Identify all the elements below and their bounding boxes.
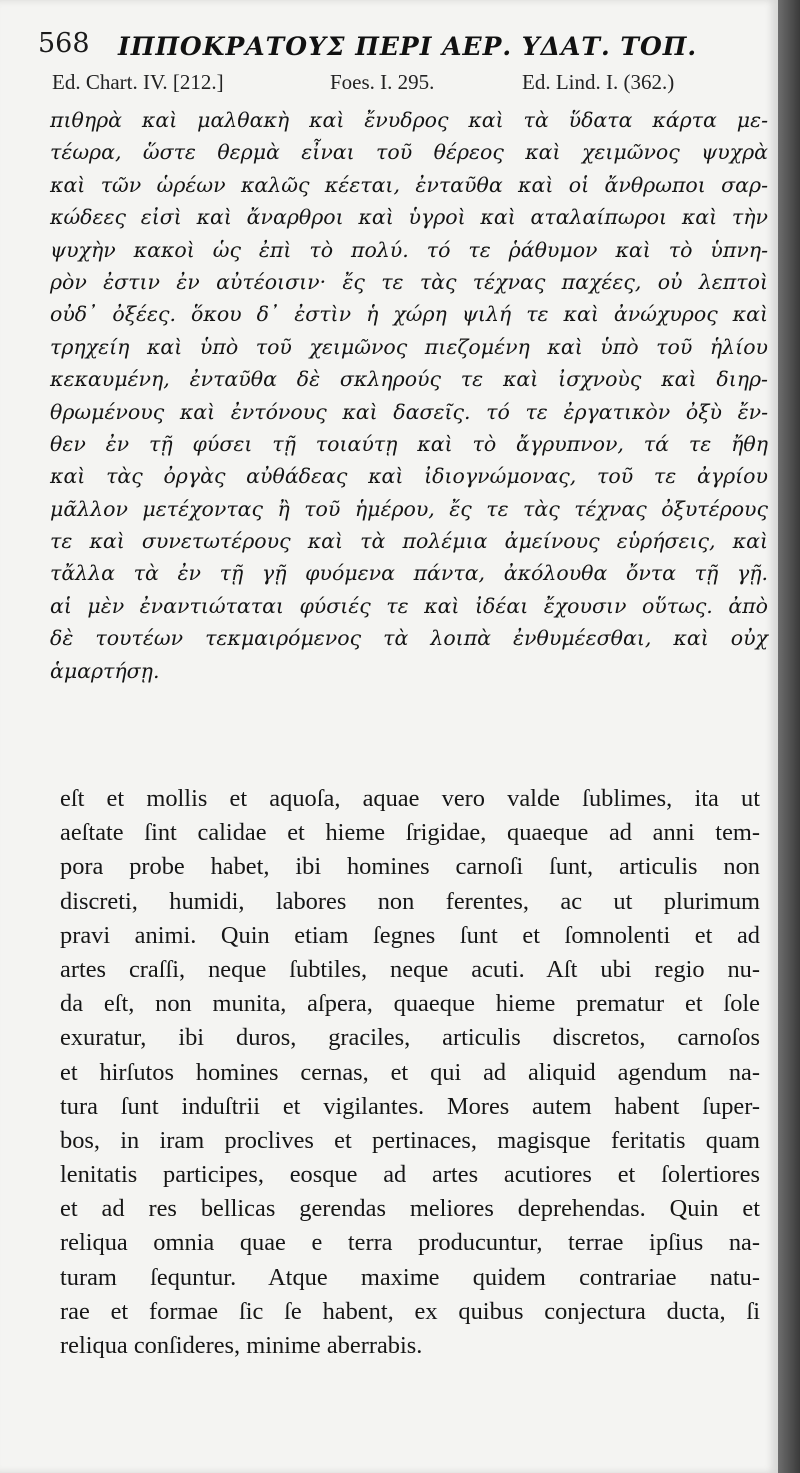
latin-text-line: pora probe habet, ibi homines carnoſi ſunt, articulis non xyxy=(60,853,760,881)
greek-text-line: πιθηρὰ καὶ μαλθακὴ καὶ ἔνυδρος καὶ τὰ ὕδατα κάρτα με- xyxy=(50,108,768,132)
greek-text-line: δὲ τουτέων τεκμαιρόμενος τὰ λοιπὰ ἐνθυμέεσθαι, καὶ οὐχ xyxy=(50,626,768,651)
greek-text-line: ψυχὴν κακοὶ ὡς ἐπὶ τὸ πολύ. τό τε ῥάθυμον καὶ τὸ ὑπνη- xyxy=(50,237,768,262)
latin-text-block xyxy=(60,782,760,1363)
latin-text-line: reliqua conſideres, minime aberrabis. xyxy=(60,1332,423,1359)
latin-text-line: aeſtate ſint calidae et hieme ſrigidae, quaeque ad anni tem- xyxy=(60,819,760,847)
latin-text-line: et ad res bellicas gerendas meliores deprehendas. Quin et xyxy=(60,1195,760,1223)
greek-text-line: οὐδ᾽ ὀξέες. ὅκου δ᾽ ἐστὶν ἡ χώρη ψιλή τε καὶ ἀνώχυρος καὶ xyxy=(50,302,768,327)
latin-text-line: reliqua omnia quae e terra producuntur, terrae ipſius na- xyxy=(60,1229,760,1257)
greek-text-line: κώδεες εἰσὶ καὶ ἄναρθροι καὶ ὑγροὶ καὶ αταλαίπωροι καὶ τὴν xyxy=(50,205,768,230)
running-title: ΙΠΠΟΚΡΑΤΟΥΣ ΠΕΡΙ ΑΕΡ. ΥΔΑΤ. ΤΟΠ. xyxy=(118,32,698,61)
edition-reference-chartier: Ed. Chart. IV. [212.] xyxy=(52,70,224,94)
latin-text-line: exuratur, ibi duros, graciles, articulis discretos, carnoſos xyxy=(60,1024,760,1052)
greek-text-line: τέωρα, ὥστε θερμὰ εἶναι τοῦ θέρεος καὶ χειμῶνος ψυχρὰ xyxy=(50,140,768,165)
greek-text-line: τρηχείη καὶ ὑπὸ τοῦ χειμῶνος πιεζομένη καὶ ὑπὸ τοῦ ἡλίου xyxy=(50,334,768,359)
latin-text-line: bos, in iram proclives et pertinaces, magisque feritatis quam xyxy=(60,1126,760,1154)
page-edge-shadow xyxy=(778,0,800,1473)
latin-text-line: et hirſutos homines cernas, et qui ad aliquid agendum na- xyxy=(60,1058,760,1086)
latin-text-line: turam ſequntur. Atque maxime quidem contrariae natu- xyxy=(60,1263,760,1291)
greek-text-line: θεν ἐν τῇ φύσει τῇ τοιαύτῃ καὶ τὸ ἄγρυπνον, τά τε ἤθη xyxy=(50,431,768,456)
latin-text-line: lenitatis participes, eosque ad artes acutiores et ſolertiores xyxy=(60,1161,760,1189)
greek-text-line: αἱ μὲν ἐναντιώταται φύσιές τε καὶ ἰδέαι ἔχουσιν οὕτως. ἀπὸ xyxy=(50,593,768,618)
greek-text-line: ρὸν ἐστιν ἐν αὐτέοισιν· ἔς τε τὰς τέχνας παχέες, οὐ λεπτοὶ xyxy=(50,269,768,294)
latin-text-line: eſt et mollis et aquoſa, aquae vero valde ſublimes, ita ut xyxy=(60,785,760,812)
latin-text-line: tura ſunt induſtrii et vigilantes. Mores autem habent ſuper- xyxy=(60,1092,760,1120)
edition-references xyxy=(52,70,762,100)
greek-text-line: μᾶλλον μετέχοντας ἢ τοῦ ἡμέρου, ἔς τε τὰς τέχνας ὀξυτέρους xyxy=(50,496,768,521)
greek-text-line: ἁμαρτήσῃ. xyxy=(50,658,160,683)
latin-text-line: pravi animi. Quin etiam ſegnes ſunt et ſomnolenti et ad xyxy=(60,921,760,949)
edition-reference-linden: Ed. Lind. I. (362.) xyxy=(522,70,675,94)
greek-text-line: τε καὶ συνετωτέρους καὶ τὰ πολέμια ἀμείνους εὑρήσεις, καὶ xyxy=(50,529,768,554)
greek-text-line: καὶ τῶν ὡρέων καλῶς κέεται, ἐνταῦθα καὶ οἱ ἄνθρωποι σαρ- xyxy=(50,172,768,197)
greek-text-line: τἄλλα τὰ ἐν τῇ γῇ φυόμενα πάντα, ἀκόλουθα ὄντα τῇ γῇ. xyxy=(50,561,768,586)
page-number: 568 xyxy=(38,28,90,59)
greek-text-line: κεκαυμένη, ἐνταῦθα δὲ σκληρούς τε καὶ ἰσχνοὺς καὶ διηρ- xyxy=(50,367,768,392)
latin-text-line: rae et formae ſic ſe habent, ex quibus conjectura ducta, ſi xyxy=(60,1297,760,1325)
greek-text-line: καὶ τὰς ὀργὰς αὐθάδεας καὶ ἰδιογνώμονας, τοῦ τε ἀγρίου xyxy=(50,464,768,489)
latin-text-line: discreti, humidi, labores non ferentes, ac ut plurimum xyxy=(60,887,760,915)
running-head xyxy=(38,24,758,64)
edition-reference-foes: Foes. I. 295. xyxy=(330,70,435,94)
greek-text-line: θρωμένους καὶ ἐντόνους καὶ δασεῖς. τό τε ἐργατικὸν ὀξὺ ἔν- xyxy=(50,399,768,424)
latin-text-line: artes craſſi, neque ſubtiles, neque acuti. Aſt ubi regio nu- xyxy=(60,955,760,983)
latin-text-line: da eſt, non munita, aſpera, quaeque hieme prematur et ſole xyxy=(60,990,760,1018)
greek-text-block xyxy=(50,104,768,687)
